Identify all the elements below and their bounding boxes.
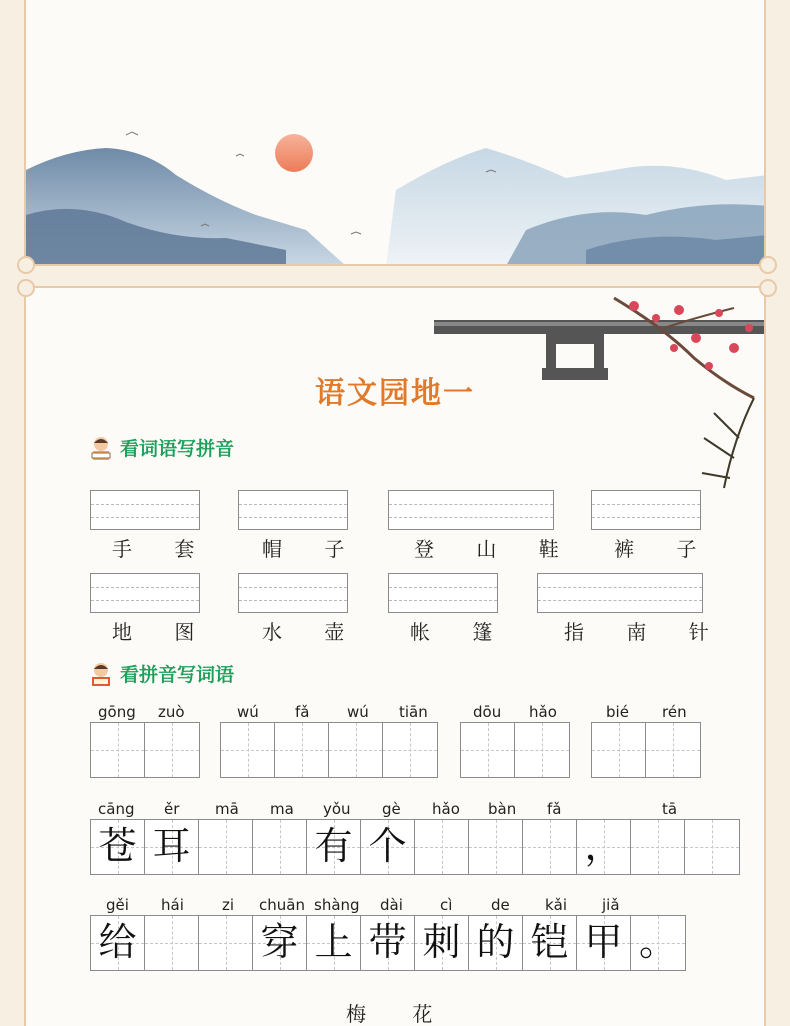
pinyin-answer-box[interactable] — [388, 490, 554, 530]
grid-char: 铠 — [530, 920, 569, 964]
grid-char: 的 — [476, 920, 515, 964]
landscape-panel — [24, 0, 766, 266]
grid-cell[interactable] — [91, 820, 145, 874]
panel-corner — [759, 256, 777, 274]
word-grid[interactable] — [460, 722, 570, 778]
pinyin-label: rén — [662, 703, 687, 721]
vocab-word: 帐 篷 — [410, 620, 511, 644]
grid-cell[interactable] — [91, 723, 145, 777]
vocab-word: 裤 子 — [614, 537, 715, 561]
grid-char: 耳 — [152, 824, 191, 868]
grid-cell[interactable] — [221, 723, 275, 777]
grid-cell[interactable] — [199, 916, 253, 970]
pinyin-answer-box[interactable] — [591, 490, 701, 530]
section-heading-write-pinyin — [88, 434, 234, 461]
grid-cell[interactable] — [523, 916, 577, 970]
grid-cell[interactable] — [461, 723, 515, 777]
grid-cell[interactable] — [631, 916, 685, 970]
pinyin-label: bié — [606, 703, 629, 721]
vocab-word: 登 山 鞋 — [414, 537, 577, 561]
grid-cell[interactable] — [515, 723, 569, 777]
kid-writing-icon — [88, 661, 114, 687]
pinyin-label: cāng — [98, 800, 135, 818]
pinyin-label: shàng — [314, 896, 360, 914]
grid-cell[interactable] — [253, 820, 307, 874]
pinyin-answer-box[interactable] — [238, 573, 348, 613]
grid-cell[interactable] — [329, 723, 383, 777]
pinyin-label: bàn — [488, 800, 517, 818]
grid-cell[interactable] — [577, 916, 631, 970]
page-title: 语文园地一 — [315, 376, 475, 411]
pinyin-label: tā — [662, 800, 678, 818]
pinyin-label: chuān — [259, 896, 305, 914]
grid-cell[interactable] — [275, 723, 329, 777]
pinyin-label: gěi — [106, 896, 129, 914]
pinyin-label: tiān — [399, 703, 428, 721]
grid-char: 甲 — [584, 920, 623, 964]
pinyin-answer-box[interactable] — [90, 573, 200, 613]
grid-cell[interactable] — [199, 820, 253, 874]
grid-char: 有 — [314, 824, 353, 868]
grid-cell[interactable] — [469, 916, 523, 970]
grid-cell[interactable] — [91, 916, 145, 970]
pinyin-label: dōu — [473, 703, 502, 721]
pinyin-label: ěr — [164, 800, 180, 818]
grid-cell[interactable] — [646, 723, 700, 777]
pinyin-label: cì — [440, 896, 453, 914]
word-grid[interactable] — [591, 722, 701, 778]
grid-cell[interactable] — [415, 916, 469, 970]
sun-icon — [275, 134, 313, 172]
grid-char: 穿 — [260, 920, 299, 964]
sentence-grid[interactable] — [90, 819, 740, 875]
grid-cell[interactable] — [469, 820, 523, 874]
grid-cell[interactable] — [145, 916, 199, 970]
word-grid[interactable] — [220, 722, 438, 778]
grid-cell[interactable] — [361, 916, 415, 970]
word-grid[interactable] — [90, 722, 200, 778]
pinyin-label: yǒu — [323, 800, 351, 818]
sentence-grid[interactable] — [90, 915, 686, 971]
exercise-page — [24, 286, 766, 1026]
vocab-word: 帽 子 — [262, 537, 363, 561]
grid-cell[interactable] — [592, 723, 646, 777]
pinyin-answer-box[interactable] — [90, 490, 200, 530]
grid-cell[interactable] — [307, 820, 361, 874]
pinyin-label: ma — [270, 800, 294, 818]
next-exercise-title: 梅 花 — [346, 1002, 453, 1026]
landscape-illustration — [26, 0, 766, 266]
grid-cell[interactable] — [307, 916, 361, 970]
section-heading-write-words — [88, 660, 234, 687]
grid-cell[interactable] — [145, 723, 199, 777]
grid-char: 刺 — [422, 920, 461, 964]
pinyin-answer-box[interactable] — [238, 490, 348, 530]
section-heading-text: 看拼音写词语 — [120, 664, 235, 686]
pinyin-label: hǎo — [432, 800, 460, 818]
vocab-word: 指 南 针 — [564, 620, 727, 644]
panel-corner — [17, 279, 35, 297]
grid-char: 苍 — [98, 824, 137, 868]
pinyin-label: zuò — [158, 703, 185, 721]
grid-char: ， — [584, 824, 623, 868]
vocab-word: 手 套 — [112, 537, 213, 561]
vocab-word: 水 壶 — [262, 620, 363, 644]
grid-cell[interactable] — [361, 820, 415, 874]
section-heading-text: 看词语写拼音 — [120, 438, 235, 460]
grid-cell[interactable] — [523, 820, 577, 874]
panel-corner — [759, 279, 777, 297]
pinyin-label: mā — [215, 800, 239, 818]
panel-corner — [17, 256, 35, 274]
grid-cell[interactable] — [145, 820, 199, 874]
grid-cell[interactable] — [685, 820, 739, 874]
pinyin-label: zi — [222, 896, 235, 914]
grid-char: 上 — [314, 920, 353, 964]
grid-cell[interactable] — [415, 820, 469, 874]
pinyin-label: fǎ — [547, 800, 562, 818]
grid-cell[interactable] — [631, 820, 685, 874]
grid-char: 个 — [368, 824, 407, 868]
pinyin-answer-box[interactable] — [537, 573, 703, 613]
pinyin-label: de — [491, 896, 510, 914]
pinyin-label: wú — [347, 703, 369, 721]
grid-char: 。 — [638, 920, 677, 964]
pinyin-label: jiǎ — [602, 896, 620, 914]
grid-cell[interactable] — [253, 916, 307, 970]
pinyin-label: wú — [237, 703, 259, 721]
pinyin-label: hǎo — [529, 703, 557, 721]
pinyin-label: gè — [382, 800, 401, 818]
pinyin-label: dài — [380, 896, 403, 914]
pinyin-label: fǎ — [295, 703, 310, 721]
pinyin-label: hái — [161, 896, 184, 914]
pinyin-label: kǎi — [545, 896, 568, 914]
vocab-word: 地 图 — [112, 620, 213, 644]
grid-cell[interactable] — [383, 723, 437, 777]
grid-char: 给 — [98, 920, 137, 964]
pinyin-answer-box[interactable] — [388, 573, 498, 613]
grid-char: 带 — [368, 920, 407, 964]
kid-reading-icon — [88, 435, 114, 461]
grid-cell[interactable] — [577, 820, 631, 874]
pinyin-label: gōng — [98, 703, 136, 721]
